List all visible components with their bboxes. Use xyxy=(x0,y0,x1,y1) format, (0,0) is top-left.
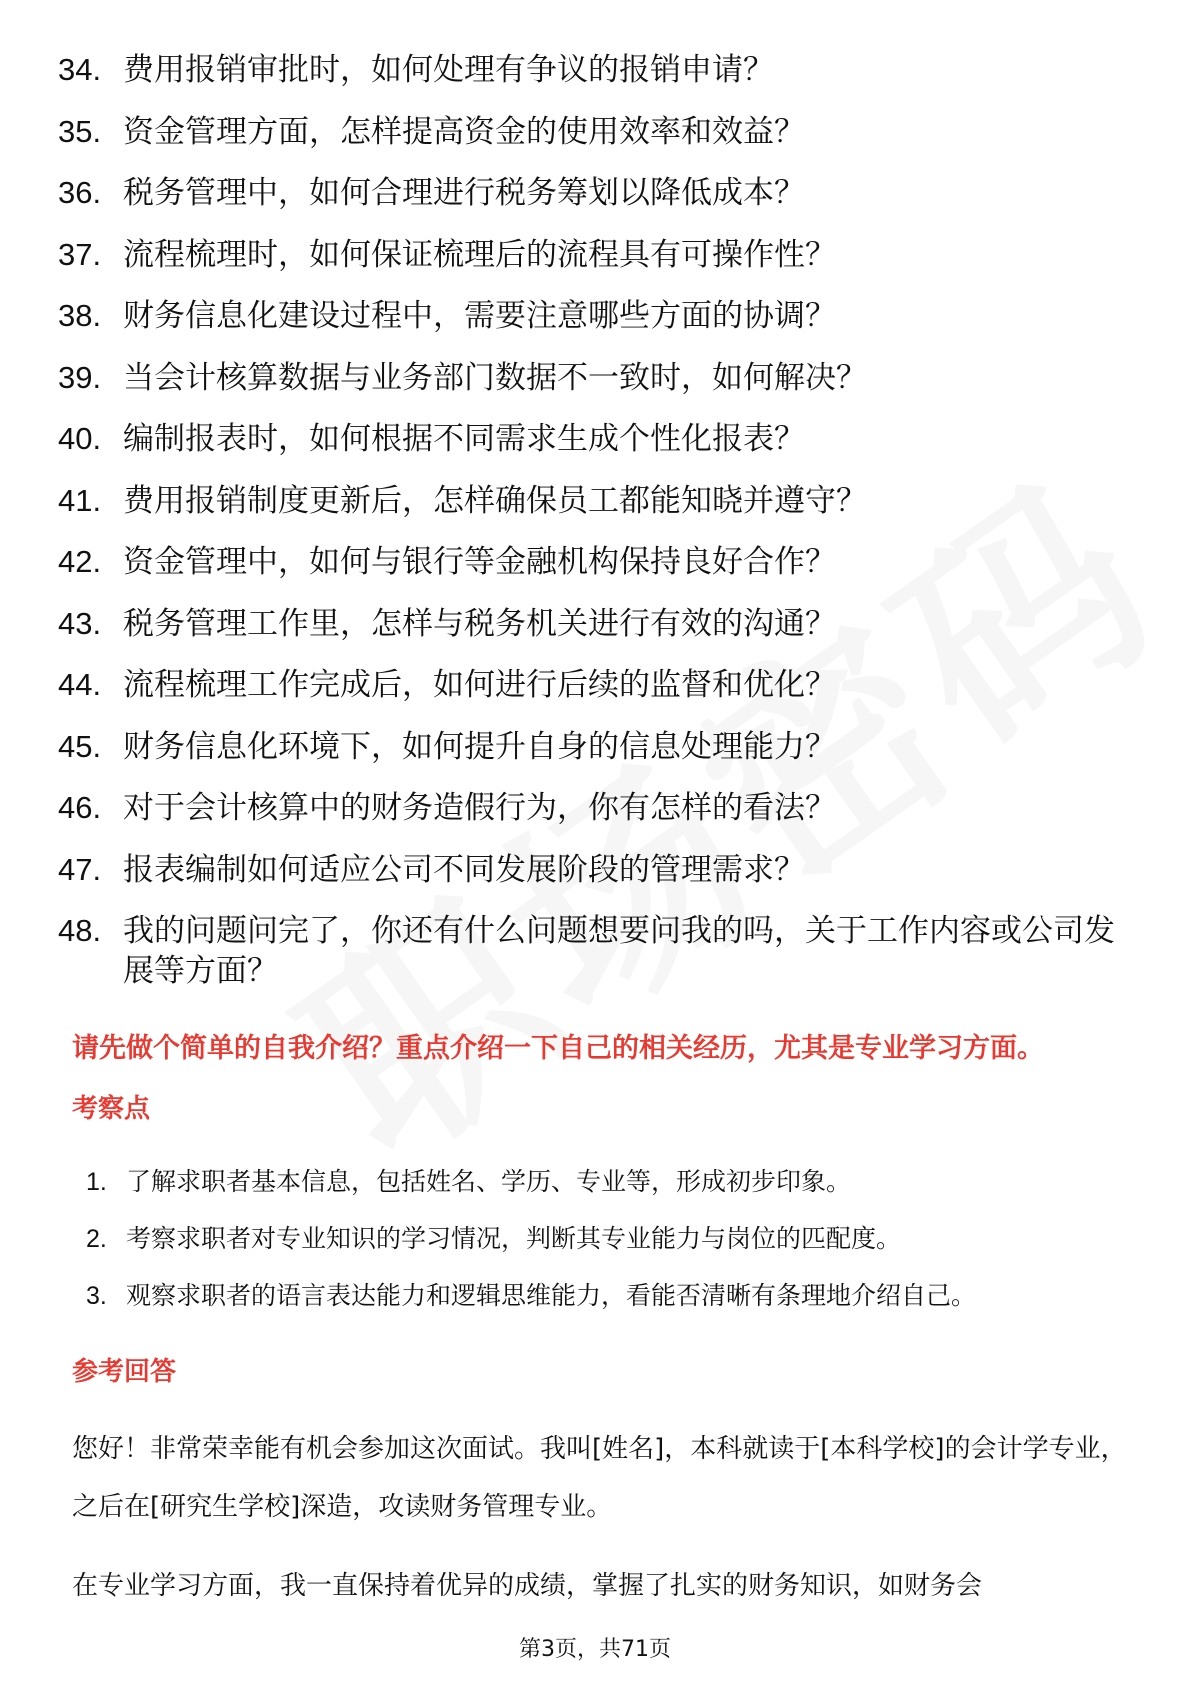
question-item xyxy=(58,358,1138,398)
question-item xyxy=(58,604,1138,644)
question-text: 流程梳理时，如何保证梳理后的流程具有可操作性？ xyxy=(123,236,836,273)
examination-label: 考察点 xyxy=(72,1094,151,1124)
examination-point xyxy=(86,1280,1146,1312)
question-number: 45. xyxy=(58,728,102,764)
question-text: 当会计核算数据与业务部门数据不一致时，如何解决？ xyxy=(123,359,867,396)
question-number: 39. xyxy=(58,359,102,395)
question-text: 流程梳理工作完成后，如何进行后续的监督和优化？ xyxy=(123,667,836,703)
question-text: 编制报表时，如何根据不同需求生成个性化报表？ xyxy=(123,421,805,457)
question-number: 38. xyxy=(58,298,102,333)
question-text: 财务信息化建设过程中，需要注意哪些方面的协调？ xyxy=(123,298,836,334)
question-text: 对于会计核算中的财务造假行为，你有怎样的看法？ xyxy=(123,790,836,826)
point-text: 了解求职者基本信息，包括姓名、学历、专业等，形成初步印象。 xyxy=(126,1167,852,1196)
question-text: 我的问题问完了，你还有什么问题想要问我的吗，关于工作内容或公司发展等方面？ xyxy=(123,913,1115,989)
point-number: 3. xyxy=(86,1282,107,1310)
reference-paragraph-1: 您好！非常荣幸能有机会参加这次面试。我叫[姓名]，本科就读于[本科学校]的会计学专业，之后在[研究生学校]深造，攻读财务管理专业。 xyxy=(72,1434,1127,1522)
question-number: 35. xyxy=(58,113,102,149)
reference-label: 参考回答 xyxy=(72,1357,177,1387)
question-number: 41. xyxy=(58,482,102,518)
question-item xyxy=(58,911,1138,991)
question-text: 费用报销制度更新后，怎样确保员工都能知晓并遵守？ xyxy=(123,482,867,519)
question-number: 46. xyxy=(58,790,102,825)
question-text: 资金管理方面，怎样提高资金的使用效率和效益？ xyxy=(123,113,805,150)
question-number: 34. xyxy=(58,52,102,87)
question-item xyxy=(58,481,1138,521)
question-item xyxy=(58,542,1138,582)
question-item xyxy=(58,50,1138,90)
question-number: 37. xyxy=(58,236,102,272)
question-number: 47. xyxy=(58,851,102,887)
highlight-question: 请先做个简单的自我介绍？重点介绍一下自己的相关经历，尤其是专业学习方面。 xyxy=(72,1033,1044,1064)
question-text: 费用报销审批时，如何处理有争议的报销申请？ xyxy=(123,52,774,88)
question-text: 报表编制如何适应公司不同发展阶段的管理需求？ xyxy=(123,851,805,888)
question-number: 48. xyxy=(58,913,102,948)
examination-points xyxy=(86,1166,1146,1337)
point-number: 1. xyxy=(86,1168,107,1196)
question-number: 40. xyxy=(58,421,102,456)
question-number: 36. xyxy=(58,175,102,210)
question-item xyxy=(58,665,1138,705)
examination-point xyxy=(86,1166,1146,1198)
question-number: 42. xyxy=(58,544,102,579)
question-item xyxy=(58,235,1138,275)
examination-point xyxy=(86,1223,1146,1255)
question-list xyxy=(58,50,1138,1013)
reference-paragraph-2: 在专业学习方面，我一直保持着优异的成绩，掌握了扎实的财务知识，如财务会 xyxy=(72,1571,983,1601)
question-text: 税务管理工作里，怎样与税务机关进行有效的沟通？ xyxy=(123,605,836,642)
question-item xyxy=(58,788,1138,828)
question-item xyxy=(58,296,1138,336)
point-text: 观察求职者的语言表达能力和逻辑思维能力，看能否清晰有条理地介绍自己。 xyxy=(126,1281,977,1310)
question-number: 44. xyxy=(58,667,102,702)
question-item xyxy=(58,173,1138,213)
point-text: 考察求职者对专业知识的学习情况，判断其专业能力与岗位的匹配度。 xyxy=(126,1224,902,1253)
question-item xyxy=(58,419,1138,459)
point-number: 2. xyxy=(86,1225,107,1253)
question-text: 税务管理中，如何合理进行税务筹划以降低成本？ xyxy=(123,175,805,211)
page-footer: 第3页，共71页 xyxy=(519,1637,671,1662)
question-item xyxy=(58,112,1138,152)
question-number: 43. xyxy=(58,605,102,641)
question-item xyxy=(58,727,1138,767)
question-item xyxy=(58,850,1138,890)
question-text: 财务信息化环境下，如何提升自身的信息处理能力？ xyxy=(123,728,836,765)
question-text: 资金管理中，如何与银行等金融机构保持良好合作？ xyxy=(123,544,836,580)
